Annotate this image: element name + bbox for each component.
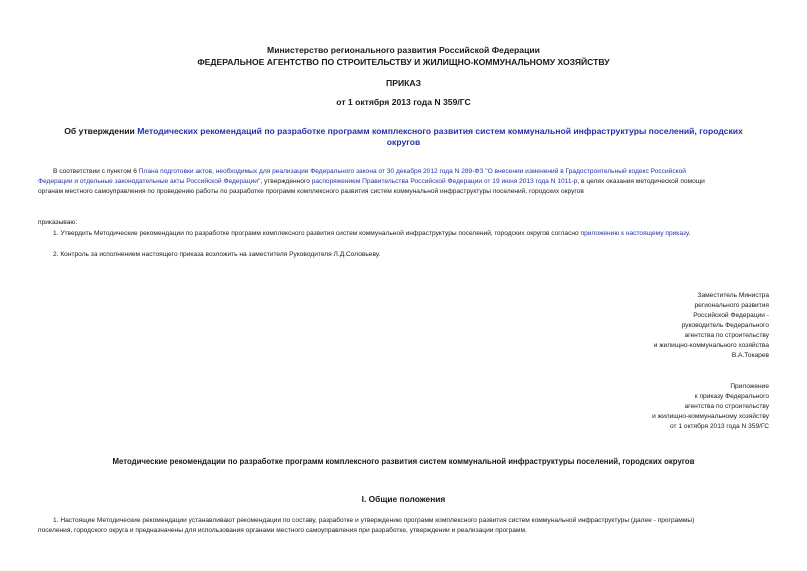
order-item-1 <box>53 229 773 239</box>
document-type: ПРИКАЗ <box>386 78 421 88</box>
plan-link-cont[interactable]: Федерации и отдельные законодательные акты Российской Федерации" <box>38 178 261 185</box>
signature-line: В.А.Токарев <box>731 352 769 359</box>
document-date-number: от 1 октября 2013 года N 359/ГС <box>336 97 471 107</box>
appendix-note-line: Приложение <box>730 383 769 390</box>
order-word: приказываю: <box>38 219 78 226</box>
section-p1-line2: поселения, городского округа и предназначены для использования органами местного самоуправления при разработке, утверждении и реализации программ. <box>38 527 527 534</box>
ministry-name: Министерство регионального развития Российской Федерации <box>267 45 540 55</box>
agency-name: ФЕДЕРАЛЬНОЕ АГЕНТСТВО ПО СТРОИТЕЛЬСТВУ И ЖИЛИЩНО-КОММУНАЛЬНОМУ ХОЗЯЙСТВУ <box>197 57 610 67</box>
appendix-note <box>652 382 769 432</box>
appendix-note-line: агентства по строительству <box>684 403 769 410</box>
subject-link-cont[interactable]: округов <box>386 137 421 147</box>
document-subject <box>0 126 807 137</box>
signature-line: и жилищно-коммунального хозяйства <box>653 342 769 349</box>
signature-line: Заместитель Министра <box>697 292 769 299</box>
preamble-text: , в целях оказания методической помощи <box>577 178 705 185</box>
recommendations-title: Методические рекомендации по разработке программ комплексного развития систем коммунальной инфраструктуры поселений, городских округов <box>112 457 695 466</box>
document-subject-line2 <box>0 137 807 148</box>
signature-line: агентства по строительству <box>684 332 769 339</box>
preamble-text: , утвержденного <box>260 178 312 185</box>
appendix-note-line: к приказу Федерального <box>694 393 769 400</box>
signature-line: Российской Федерации - <box>693 312 769 319</box>
appendix-link[interactable]: приложению к настоящему приказу <box>580 230 689 237</box>
decree-link[interactable]: распоряжением Правительства Российской Федерации от 19 июня 2013 года N 1011-р <box>311 178 578 185</box>
section-title: I. Общие положения <box>361 494 446 504</box>
appendix-note-line: от 1 октября 2013 года N 359/ГС <box>670 423 769 430</box>
appendix-note-line: и жилищно-коммунальному хозяйству <box>652 413 769 420</box>
signature-line: руководитель Федерального <box>681 322 769 329</box>
preamble-line2 <box>38 177 778 187</box>
order-item-2: 2. Контроль за исполнением настоящего приказа возложить на заместителя Руководителя Л.Д.Соловьеву. <box>53 251 381 258</box>
preamble-line3: органам местного самоуправления по проведению работы по разработке программ комплексного развития систем коммунальной инфраструктуры поселений, городских округов <box>38 188 584 195</box>
plan-link[interactable]: Плана подготовки актов, необходимых для реализации Федерального закона от 30 декабря 2012 года N 289-ФЗ "О внесении изменений в Градостроительный кодекс Российской <box>138 168 686 175</box>
preamble-line1 <box>53 167 773 177</box>
subject-prefix: Об утверждении <box>64 126 138 136</box>
signature-block <box>654 291 769 361</box>
order-item-1-end: . <box>688 230 691 237</box>
subject-link[interactable]: Методических рекомендаций по разработке программ комплексного развития систем коммунальной инфраструктуры поселений, городских <box>137 126 743 136</box>
signature-line: регионального развития <box>694 302 769 309</box>
order-item-1-text: 1. Утвердить Методические рекомендации по разработке программ комплексного развития систем коммунальной инфраструктуры поселений, городских округов согласно <box>53 230 581 237</box>
section-p1-line1: 1. Настоящие Методические рекомендации устанавливают рекомендации по составу, разработке и утверждению программ комплексного развития систем коммунальной инфраструктуры (далее - программы) <box>53 517 695 524</box>
preamble-text: В соответствии с пунктом 6 <box>53 168 139 175</box>
